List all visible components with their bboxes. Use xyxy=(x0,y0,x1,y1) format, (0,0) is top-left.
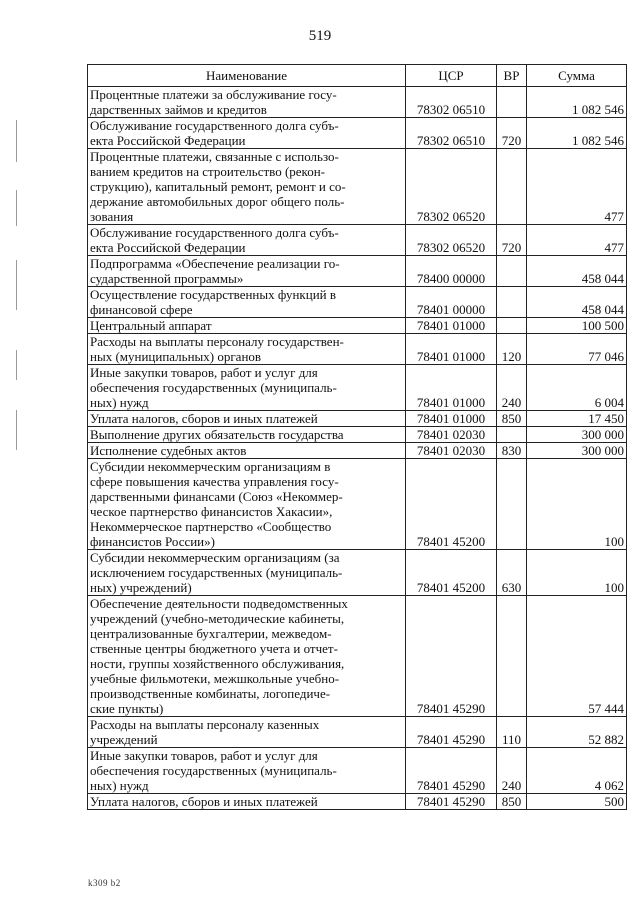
row-sum: 4 062 xyxy=(527,748,627,794)
row-name-line: учреждений xyxy=(90,732,158,747)
row-sum: 500 xyxy=(527,794,627,810)
row-name-line: Уплата налогов, сборов и иных платежей xyxy=(90,794,318,809)
row-vr: 120 xyxy=(497,334,527,365)
row-vr: 630 xyxy=(497,550,527,596)
table-row xyxy=(88,225,627,256)
row-csr: 78401 00000 xyxy=(406,287,497,318)
margin-marks xyxy=(16,120,18,450)
row-name-line: дарственных займов и кредитов xyxy=(90,102,267,117)
row-name-line: зования xyxy=(90,209,134,224)
row-vr xyxy=(497,459,527,550)
row-sum: 100 500 xyxy=(527,318,627,334)
row-sum: 1 082 546 xyxy=(527,87,627,118)
row-name xyxy=(88,365,406,411)
table-row xyxy=(88,411,627,427)
row-sum: 100 xyxy=(527,550,627,596)
table-row xyxy=(88,318,627,334)
row-name xyxy=(88,717,406,748)
row-name-line: Процентные платежи, связанные с использо- xyxy=(90,149,339,164)
row-sum: 52 882 xyxy=(527,717,627,748)
row-csr: 78401 01000 xyxy=(406,365,497,411)
row-name-line: Субсидии некоммерческим организациям (за xyxy=(90,550,340,565)
table-row xyxy=(88,87,627,118)
row-vr xyxy=(497,596,527,717)
row-name-line: екта Российской Федерации xyxy=(90,133,246,148)
row-vr xyxy=(497,318,527,334)
table-row xyxy=(88,427,627,443)
table-body xyxy=(88,87,627,810)
row-name xyxy=(88,334,406,365)
row-name-line: дарственными финансами (Союз «Некоммер- xyxy=(90,489,343,504)
row-name-line: екта Российской Федерации xyxy=(90,240,246,255)
row-name-line: исключением государственных (муниципаль- xyxy=(90,565,343,580)
row-csr: 78401 45290 xyxy=(406,596,497,717)
row-csr: 78302 06510 xyxy=(406,87,497,118)
table-row xyxy=(88,287,627,318)
row-sum: 477 xyxy=(527,149,627,225)
row-name-line: Иные закупки товаров, работ и услуг для xyxy=(90,748,318,763)
row-csr: 78401 01000 xyxy=(406,411,497,427)
row-name-line: ности, группы хозяйственного обслуживания, xyxy=(90,656,345,671)
row-sum: 477 xyxy=(527,225,627,256)
row-name-line: ных) нужд xyxy=(90,395,149,410)
row-vr: 110 xyxy=(497,717,527,748)
header-csr: ЦСР xyxy=(406,65,497,87)
row-name-line: струкцию), капитальный ремонт, ремонт и со- xyxy=(90,179,346,194)
table-row xyxy=(88,334,627,365)
row-name-line: ственные центры бюджетного учета и отчет- xyxy=(90,641,338,656)
budget-table xyxy=(87,64,627,810)
row-sum: 300 000 xyxy=(527,427,627,443)
row-name-line: ческое партнерство финансистов Хакасии», xyxy=(90,504,333,519)
row-csr: 78401 45200 xyxy=(406,550,497,596)
table-row xyxy=(88,596,627,717)
row-csr: 78302 06520 xyxy=(406,225,497,256)
row-name xyxy=(88,427,406,443)
footer-code: k309 b2 xyxy=(88,878,121,888)
row-name-line: финансистов России») xyxy=(90,534,215,549)
row-vr: 830 xyxy=(497,443,527,459)
row-sum: 6 004 xyxy=(527,365,627,411)
row-vr xyxy=(497,149,527,225)
row-vr: 850 xyxy=(497,411,527,427)
header-sum: Сумма xyxy=(527,65,627,87)
row-sum: 300 000 xyxy=(527,443,627,459)
table-row xyxy=(88,149,627,225)
row-name-line: Иные закупки товаров, работ и услуг для xyxy=(90,365,318,380)
row-name-line: Исполнение судебных актов xyxy=(90,443,247,458)
row-name-line: сфере повышения качества управления госу- xyxy=(90,474,339,489)
row-csr: 78302 06510 xyxy=(406,118,497,149)
row-name-line: Выполнение других обязательств государства xyxy=(90,427,344,442)
row-name-line: Субсидии некоммерческим организациям в xyxy=(90,459,331,474)
header-name: Наименование xyxy=(88,65,406,87)
row-name xyxy=(88,118,406,149)
row-vr: 850 xyxy=(497,794,527,810)
row-vr xyxy=(497,87,527,118)
row-vr xyxy=(497,287,527,318)
page-number: 519 xyxy=(308,28,332,44)
table-row xyxy=(88,459,627,550)
row-name xyxy=(88,459,406,550)
row-csr: 78302 06520 xyxy=(406,149,497,225)
row-csr: 78401 45290 xyxy=(406,717,497,748)
row-name-line: Осуществление государственных функций в xyxy=(90,287,337,302)
table-row xyxy=(88,550,627,596)
header-vr: ВР xyxy=(497,65,527,87)
table-row xyxy=(88,118,627,149)
table-row xyxy=(88,748,627,794)
row-name-line: ных) учреждений) xyxy=(90,580,192,595)
row-name-line: Обслуживание государственного долга субъ- xyxy=(90,225,339,240)
table-row xyxy=(88,365,627,411)
row-name-line: обеспечения государственных (муниципаль- xyxy=(90,380,337,395)
row-name-line: ных (муниципальных) органов xyxy=(90,349,262,364)
row-name xyxy=(88,87,406,118)
row-name-line: ванием кредитов на строительство (рекон- xyxy=(90,164,325,179)
row-vr xyxy=(497,427,527,443)
row-sum: 17 450 xyxy=(527,411,627,427)
row-name xyxy=(88,443,406,459)
row-name-line: Центральный аппарат xyxy=(90,318,212,333)
row-name xyxy=(88,287,406,318)
row-name xyxy=(88,149,406,225)
row-vr: 720 xyxy=(497,118,527,149)
row-sum: 458 044 xyxy=(527,287,627,318)
row-name xyxy=(88,794,406,810)
row-name-line: ские пункты) xyxy=(90,701,164,716)
row-csr: 78401 02030 xyxy=(406,427,497,443)
row-name-line: Расходы на выплаты персоналу государствен- xyxy=(90,334,344,349)
row-name xyxy=(88,748,406,794)
row-name-line: Расходы на выплаты персоналу казенных xyxy=(90,717,320,732)
row-sum: 458 044 xyxy=(527,256,627,287)
row-vr: 240 xyxy=(497,748,527,794)
row-name xyxy=(88,596,406,717)
row-name-line: ных) нужд xyxy=(90,778,149,793)
row-csr: 78401 45290 xyxy=(406,748,497,794)
row-csr: 78401 45290 xyxy=(406,794,497,810)
row-name xyxy=(88,318,406,334)
row-sum: 77 046 xyxy=(527,334,627,365)
row-name-line: обеспечения государственных (муниципаль- xyxy=(90,763,337,778)
table-header-row xyxy=(88,65,627,87)
row-name-line: Обеспечение деятельности подведомственных xyxy=(90,596,348,611)
row-name-line: производственные комбинаты, логопедиче- xyxy=(90,686,331,701)
table-row xyxy=(88,443,627,459)
row-vr: 720 xyxy=(497,225,527,256)
row-name-line: финансовой сфере xyxy=(90,302,193,317)
row-name-line: Уплата налогов, сборов и иных платежей xyxy=(90,411,318,426)
row-name-line: Процентные платежи за обслуживание госу- xyxy=(90,87,337,102)
table-row xyxy=(88,717,627,748)
row-sum: 100 xyxy=(527,459,627,550)
table-row xyxy=(88,256,627,287)
row-name-line: учреждений (учебно-методические кабинеты, xyxy=(90,611,345,626)
row-name-line: Обслуживание государственного долга субъ- xyxy=(90,118,339,133)
row-name xyxy=(88,225,406,256)
row-csr: 78401 45200 xyxy=(406,459,497,550)
table-row xyxy=(88,794,627,810)
row-vr: 240 xyxy=(497,365,527,411)
row-sum: 1 082 546 xyxy=(527,118,627,149)
row-name-line: централизованные бухгалтерии, межведом- xyxy=(90,626,332,641)
row-name xyxy=(88,256,406,287)
row-name-line: учебные фильмотеки, межшкольные учебно- xyxy=(90,671,340,686)
row-csr: 78401 01000 xyxy=(406,318,497,334)
row-name-line: держание автомобильных дорог общего поль- xyxy=(90,194,345,209)
row-name xyxy=(88,550,406,596)
row-csr: 78401 01000 xyxy=(406,334,497,365)
row-name-line: Подпрограмма «Обеспечение реализации го- xyxy=(90,256,340,271)
row-csr: 78401 02030 xyxy=(406,443,497,459)
row-sum: 57 444 xyxy=(527,596,627,717)
row-vr xyxy=(497,256,527,287)
row-name xyxy=(88,411,406,427)
row-name-line: Некоммерческое партнерство «Сообщество xyxy=(90,519,332,534)
row-csr: 78400 00000 xyxy=(406,256,497,287)
row-name-line: сударственной программы» xyxy=(90,271,244,286)
